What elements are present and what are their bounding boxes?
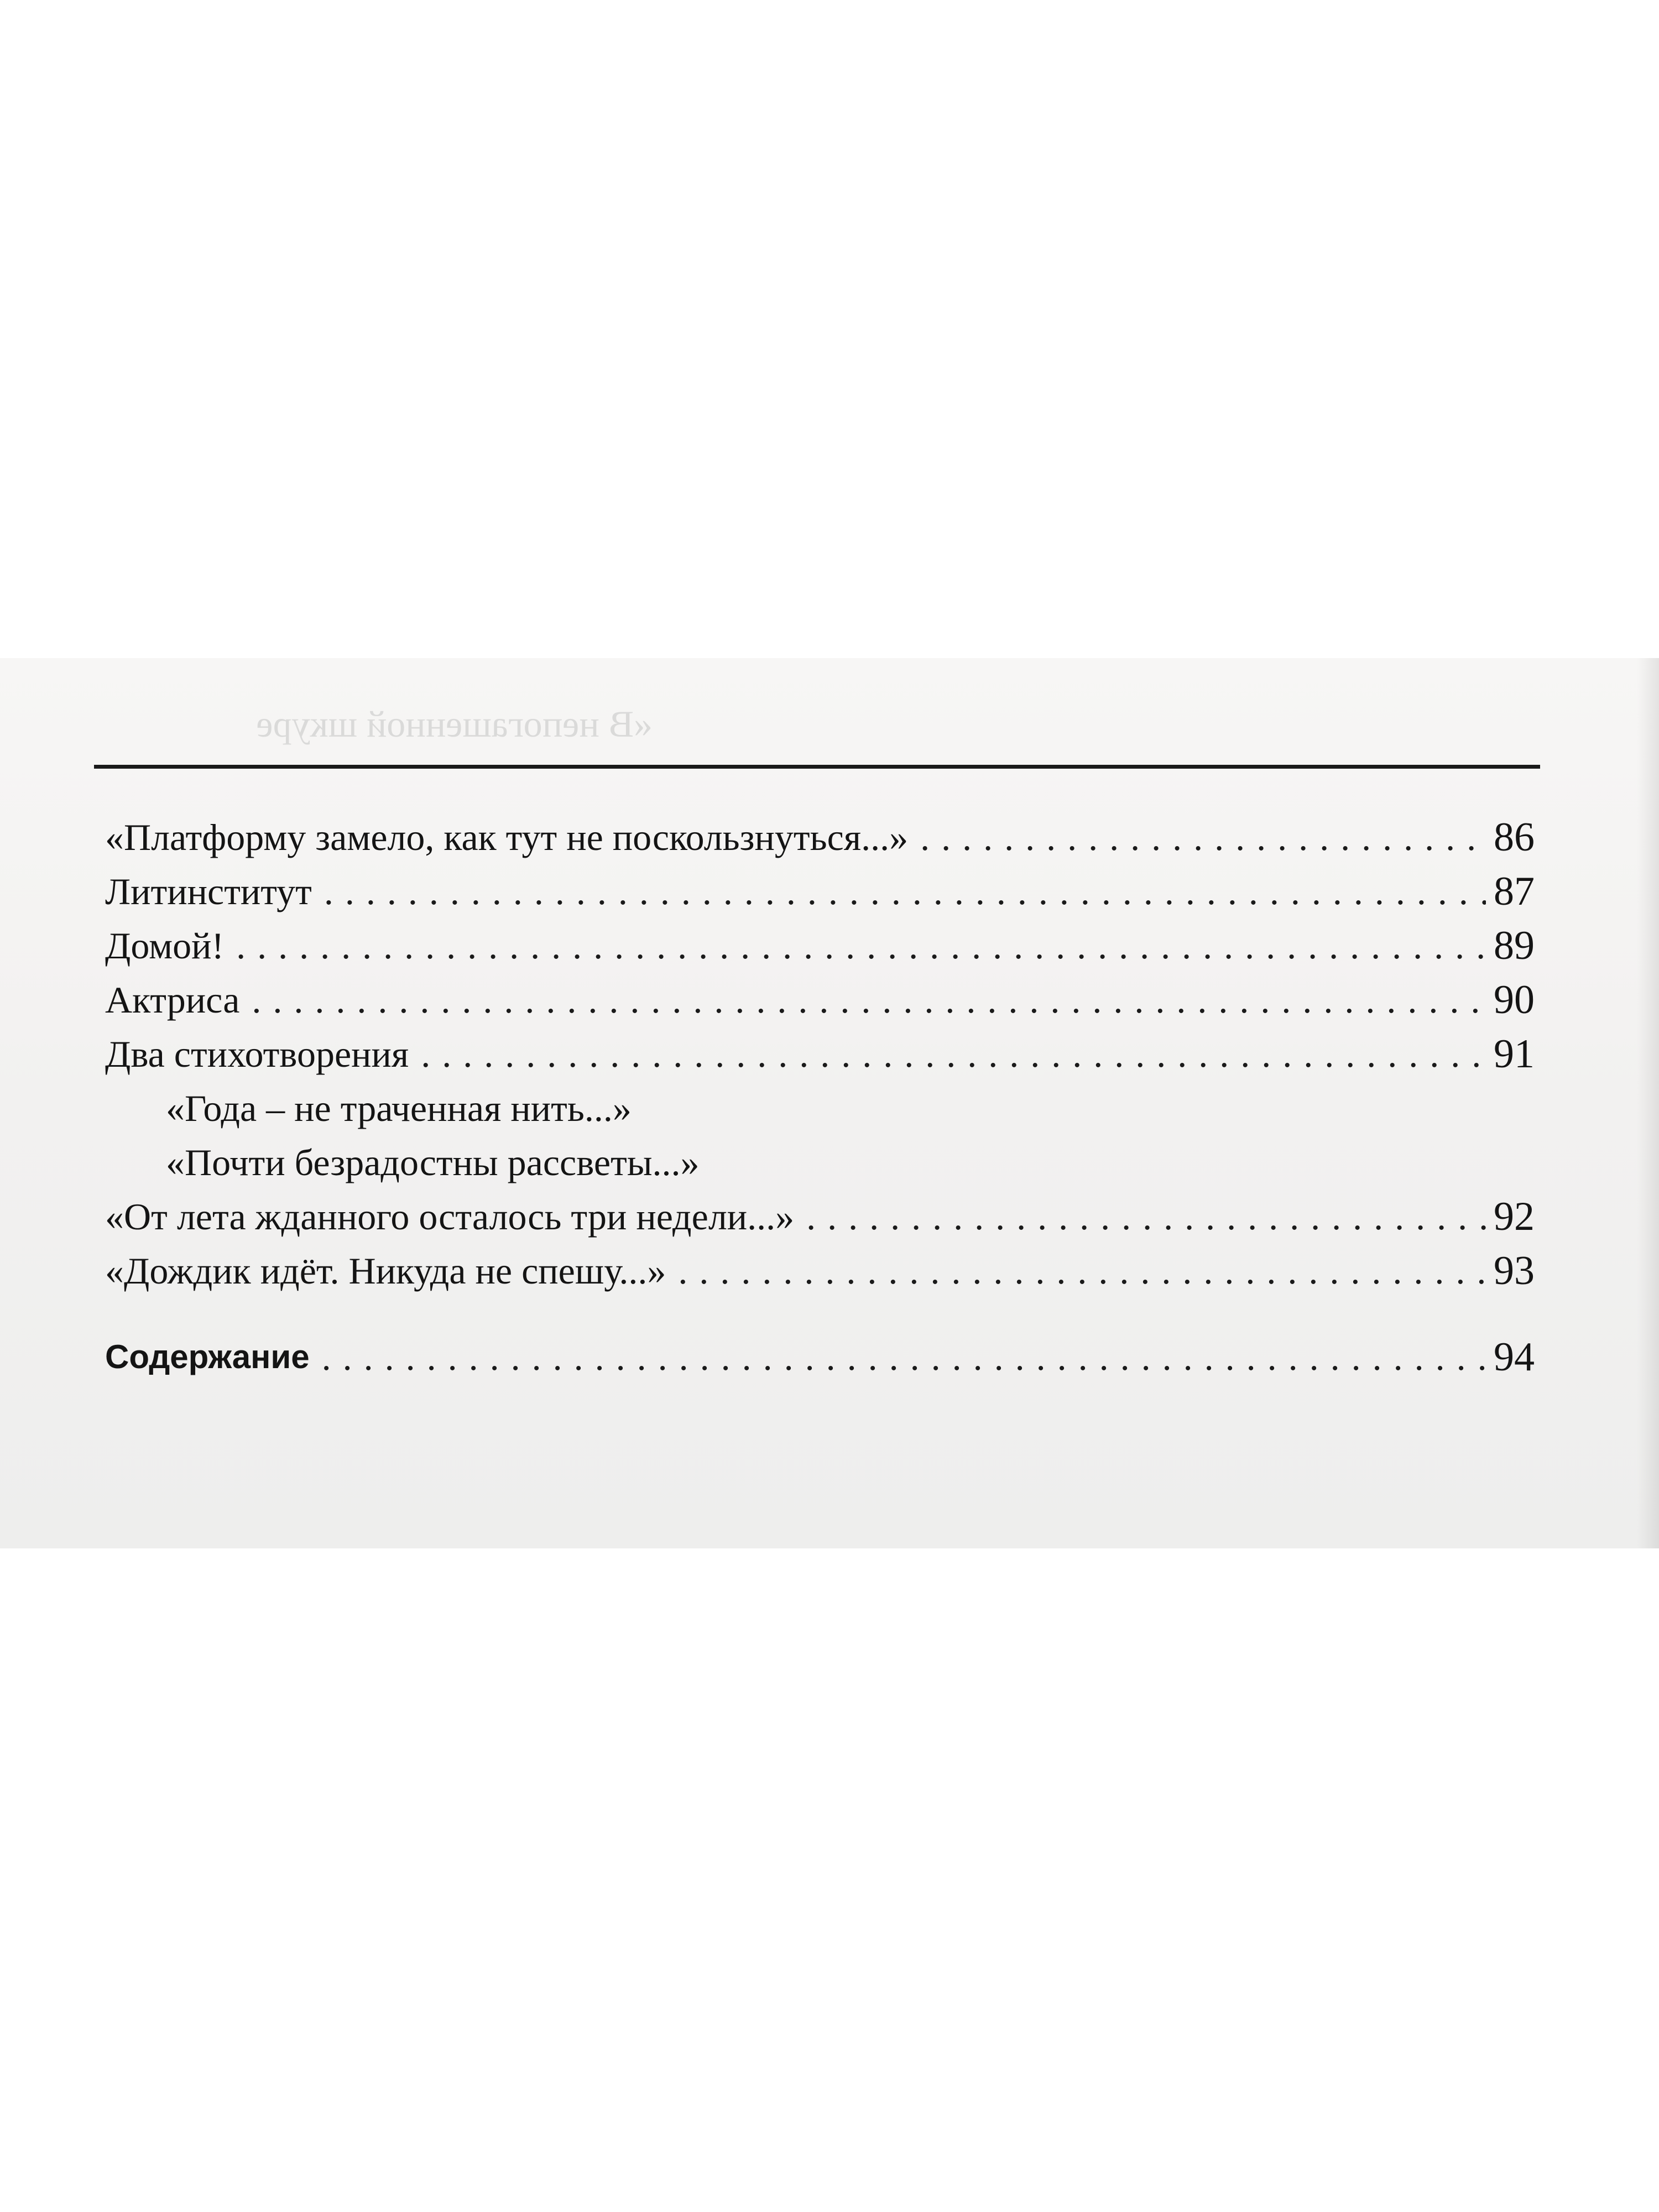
toc-subentry[interactable] xyxy=(166,1081,1217,1135)
toc-entry-page: 94 xyxy=(1494,1334,1535,1380)
dot-leader xyxy=(806,1190,1486,1244)
dot-leader xyxy=(324,864,1486,919)
toc-entry-title: Домой! xyxy=(105,925,225,967)
toc-subentry[interactable] xyxy=(166,1135,1217,1190)
toc-entry-title: Актриса xyxy=(105,979,240,1021)
dot-leader xyxy=(252,973,1486,1027)
toc-entry-title: «Дождик идёт. Никуда не спешу...» xyxy=(105,1250,666,1292)
toc-entry[interactable] xyxy=(105,810,1535,864)
toc-subentry-title: «Года – не траченная нить...» xyxy=(166,1087,632,1129)
toc-entry-page: 89 xyxy=(1494,923,1535,968)
toc-entry-page: 90 xyxy=(1494,977,1535,1022)
dot-leader xyxy=(920,810,1486,864)
dot-leader xyxy=(421,1027,1486,1081)
toc-entry-title: Содержание xyxy=(105,1338,310,1375)
toc-entry[interactable] xyxy=(105,919,1535,973)
toc-entry-page: 87 xyxy=(1494,869,1535,914)
dot-leader xyxy=(236,919,1486,973)
toc-entry-page: 92 xyxy=(1494,1194,1535,1239)
toc-entry[interactable] xyxy=(105,864,1535,919)
toc-entry[interactable] xyxy=(105,1244,1535,1298)
toc-entry-title: Два стихотворения xyxy=(105,1033,409,1075)
dot-leader xyxy=(678,1244,1486,1298)
toc-entry-page: 86 xyxy=(1494,815,1535,860)
toc-subentry-title: «Почти безрадостны рассветы...» xyxy=(166,1141,700,1183)
toc-entry[interactable] xyxy=(105,1190,1535,1244)
toc-entry[interactable] xyxy=(105,973,1535,1027)
toc-entry-title: «Платформу замело, как тут не поскользнуться...» xyxy=(105,816,909,858)
toc-entry[interactable] xyxy=(105,1027,1535,1081)
dot-leader xyxy=(322,1330,1486,1384)
toc-entry-page: 91 xyxy=(1494,1031,1535,1077)
bleed-through-header: «В непогашенной шкуре xyxy=(256,703,653,745)
toc-entry-title: Литинститут xyxy=(105,870,312,912)
toc-entry-page: 93 xyxy=(1494,1248,1535,1293)
toc-entry-contents[interactable] xyxy=(105,1330,1535,1384)
toc-entry-title: «От лета жданного осталось три недели...» xyxy=(105,1196,795,1238)
